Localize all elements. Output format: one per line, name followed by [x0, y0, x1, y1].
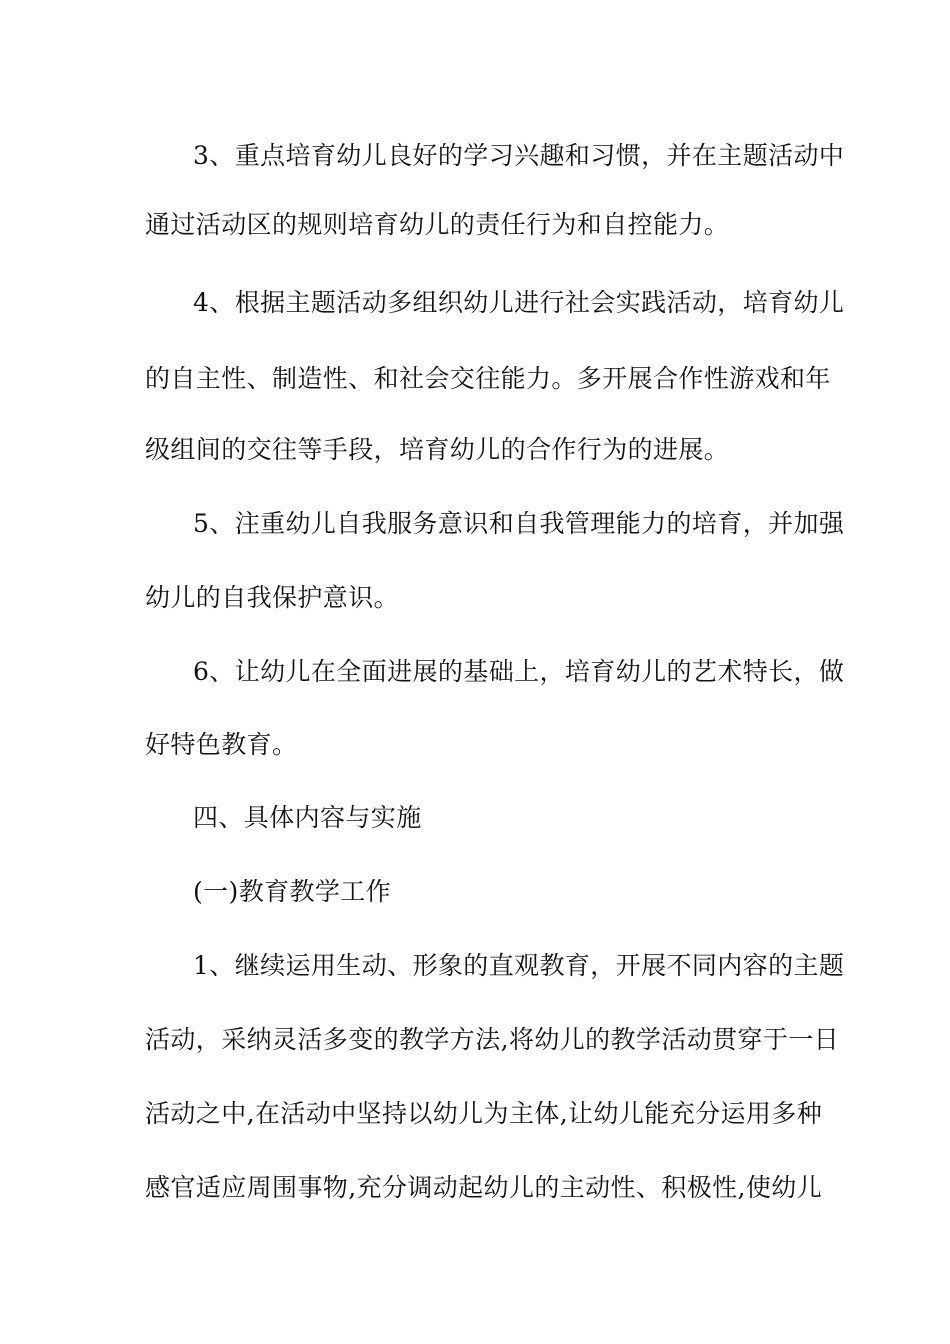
- paragraph-line: 4、根据主题活动多组织幼儿进行社会实践活动，培育幼儿: [193, 288, 845, 317]
- paragraph-line: 活动，采纳灵活多变的教学方法,将幼儿的教学活动贯穿于一日: [145, 1025, 840, 1054]
- paragraph-line: 6、让幼儿在全面进展的基础上，培育幼儿的艺术特长，做: [193, 657, 845, 686]
- paragraph-line: 活动之中,在活动中坚持以幼儿为主体,让幼儿能充分运用多种: [145, 1099, 823, 1128]
- paragraph-line: 通过活动区的规则培育幼儿的责任行为和自控能力。: [145, 210, 730, 239]
- paragraph-line: 幼儿的自我保护意识。: [145, 583, 400, 612]
- paragraph-line: 感官适应周围事物,充分调动起幼儿的主动性、积极性,使幼儿: [145, 1173, 823, 1202]
- paragraph-line: 级组间的交往等手段，培育幼儿的合作行为的进展。: [145, 435, 730, 464]
- paragraph-line: 好特色教育。: [145, 730, 298, 759]
- paragraph-line: 1、继续运用生动、形象的直观教育，开展不同内容的主题: [193, 951, 845, 980]
- paragraph-line: 5、注重幼儿自我服务意识和自我管理能力的培育，并加强: [193, 509, 845, 538]
- subsection-heading: (一)教育教学工作: [193, 877, 392, 906]
- paragraph-line: 的自主性、制造性、和社会交往能力。多开展合作性游戏和年: [145, 364, 831, 393]
- section-heading: 四、具体内容与实施: [193, 803, 422, 832]
- paragraph-line: 3、重点培育幼儿良好的学习兴趣和习惯，并在主题活动中: [193, 141, 845, 170]
